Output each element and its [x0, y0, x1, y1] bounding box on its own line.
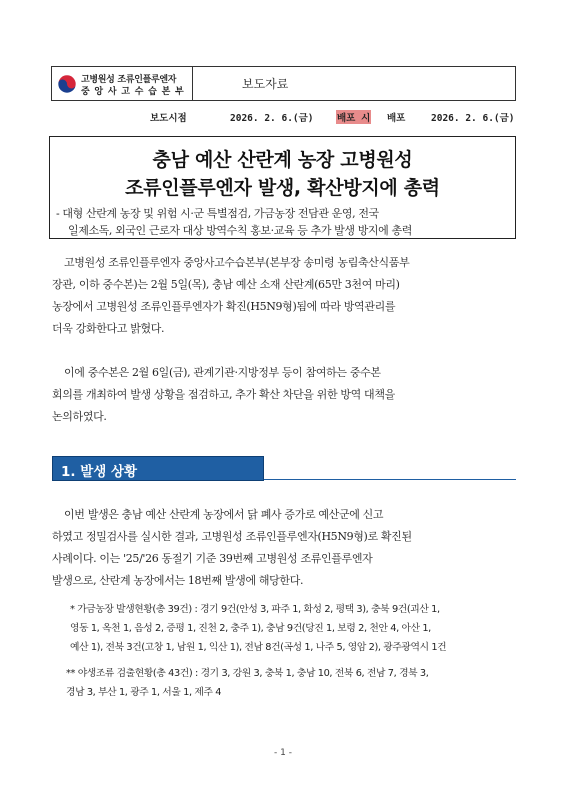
paragraph-line: 고병원성 조류인플루엔자 중앙사고수습본부(본부장 송미령 농림축산식품부 — [64, 256, 410, 269]
paragraph-line: 사례이다. 이는 '25/'26 동절기 기준 39번째 고병원성 조류인플루엔자 — [52, 552, 373, 565]
agency-name: 고병원성 조류인플루엔자 — [81, 75, 177, 85]
release-label: 보도시점 — [150, 113, 187, 124]
paragraph-line: 하였고 정밀검사를 실시한 결과, 고병원성 조류인플루엔자(H5N9형)로 확진된 — [52, 530, 412, 543]
paragraph-line: 농장에서 고병원성 조류인플루엔자가 확진(H5N9형)됨에 따라 방역관리를 — [52, 300, 396, 313]
agency-logo — [52, 67, 193, 100]
paragraph-3 — [52, 504, 518, 592]
document-type: 보도자료 — [242, 77, 289, 91]
footnote-poultry-farms — [70, 600, 530, 657]
headline-line-2: 조류인플루엔자 발생, 확산방지에 총력 — [125, 177, 440, 199]
footnote-line: 영동 1, 옥천 1, 음성 2, 증평 1, 진천 2, 충주 1), 충남 9건(당진 1, 보령 2, 천안 4, 아산 1, — [70, 623, 431, 634]
paragraph-line: 이번 발생은 충남 예산 산란계 농장에서 닭 폐사 증가로 예산군에 신고 — [64, 508, 384, 521]
section-heading-1 — [52, 456, 264, 481]
distribution-label: 배포 — [387, 113, 406, 124]
paragraph-2 — [52, 362, 518, 428]
release-date: 2026. 2. 6.(금) — [230, 113, 314, 124]
header-box — [51, 66, 516, 101]
agency-headquarters: 중 앙 사 고 수 습 본 부 — [81, 87, 185, 97]
footnote-wild-birds — [66, 664, 526, 702]
headline-line-1: 충남 예산 산란계 농장 고병원성 — [152, 149, 413, 171]
subtitle-line-2: 일제소독, 외국인 근로자 대상 방역수칙 홍보·교육 등 추가 발생 방지에 총력 — [68, 224, 412, 237]
distribution-date: 2026. 2. 6.(금) — [431, 113, 515, 124]
section-divider — [264, 479, 516, 480]
paragraph-line: 논의하였다. — [52, 410, 107, 423]
footnote-line: * 가금농장 발생현황(총 39건) : 경기 9건(안성 3, 파주 1, 화성 2, 평택 3), 충북 9건(괴산 1, — [70, 604, 440, 615]
footnote-line: 예산 1), 전북 3건(고창 1, 남원 1, 익산 1), 전남 8건(곡성 1, 나주 5, 영암 2), 광주광역시 1건 — [70, 642, 447, 653]
section-title: 1. 발생 상황 — [61, 464, 138, 480]
release-highlight: 배포 시 — [336, 110, 371, 124]
paragraph-line: 회의를 개최하여 발생 상황을 점검하고, 추가 확산 차단을 위한 방역 대책을 — [52, 388, 395, 401]
footnote-line: ** 야생조류 검출현황(총 43건) : 경기 3, 강원 3, 충북 1, 충남 10, 전북 6, 전남 7, 경북 3, — [66, 668, 429, 679]
page-number: - 1 - — [274, 748, 292, 758]
taegeuk-emblem-icon — [57, 74, 77, 94]
paragraph-line: 더욱 강화한다고 밝혔다. — [52, 322, 165, 335]
paragraph-line: 이에 중수본은 2월 6일(금), 관계기관·지방정부 등이 참여하는 중수본 — [64, 366, 381, 379]
footnote-line: 경남 3, 부산 1, 광주 1, 서울 1, 제주 4 — [66, 687, 222, 698]
title-box — [49, 136, 516, 239]
subtitle-line-1: - 대형 산란계 농장 및 위험 시·군 특별점검, 가금농장 전담관 운영, 전국 — [56, 207, 379, 220]
paragraph-1 — [52, 252, 518, 340]
release-info — [150, 110, 520, 124]
paragraph-line: 발생으로, 산란계 농장에서는 18번째 발생에 해당한다. — [52, 574, 304, 587]
paragraph-line: 장관, 이하 중수본)는 2월 5일(목), 충남 예산 소재 산란계(65만 3천여 마리) — [52, 278, 400, 291]
